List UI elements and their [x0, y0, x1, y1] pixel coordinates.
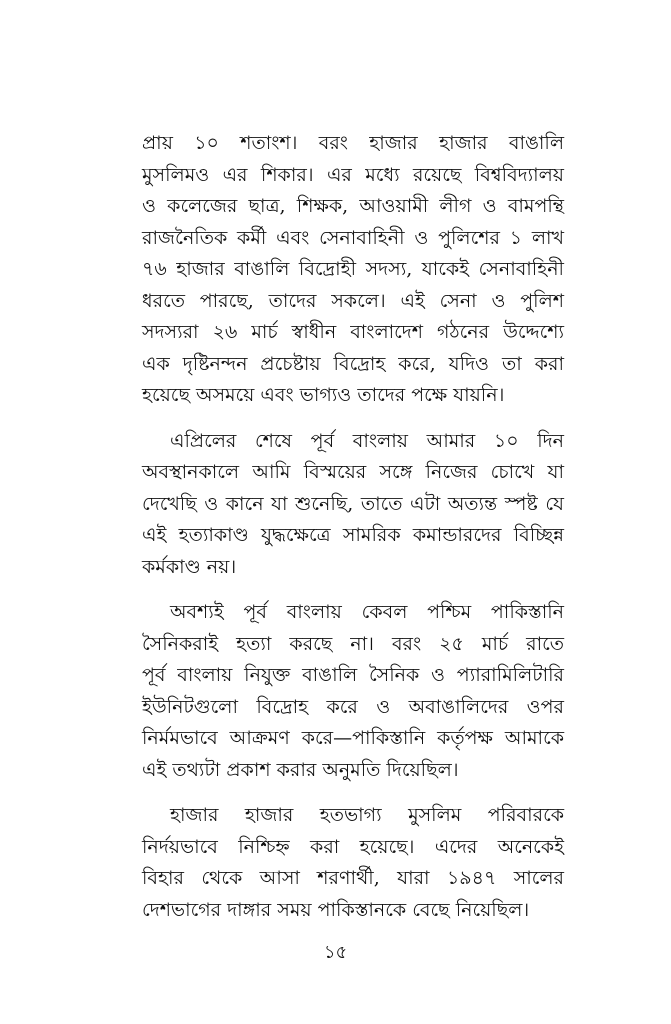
text-line: এই তথ্যটা প্রকাশ করার অনুমতি দিয়েছিল।	[142, 758, 459, 781]
text-line: রাজনৈতিক কর্মী এবং সেনাবাহিনী ও পুলিশের ১ লাখ	[142, 226, 564, 249]
text-line: মুসলিমও এর শিকার। এর মধ্যে রয়েছে বিশ্ববিদ্যালয়	[142, 163, 564, 186]
body-text	[142, 128, 564, 940]
paragraph	[142, 800, 564, 926]
text-line: হয়েছে অসময়ে এবং ভাগ্যও তাদের পক্ষে যায়নি।	[142, 384, 505, 406]
text-line: দেখেছি ও কানে যা শুনেছি, তাতে এটা অত্যন্ত স্পষ্ট যে	[142, 492, 564, 515]
text-line: সৈনিকরাই হত্যা করছে না। বরং ২৫ মার্চ রাতে	[142, 632, 564, 655]
paragraph	[142, 128, 564, 412]
text-line: ধরতে পারছে, তাদের সকলে। এই সেনা ও পুলিশ	[142, 289, 564, 312]
text-line: অবশ্যই পূর্ব বাংলায় কেবল পশ্চিম পাকিস্তানি	[170, 601, 564, 623]
text-line: নির্দয়ভাবে নিশ্চিহ্ন করা হয়েছে। এদের অনেকেই	[142, 835, 564, 858]
text-line: প্রায় ১০ শতাংশ। বরং হাজার হাজার বাঙালি	[142, 132, 564, 154]
text-line: ও কলেজের ছাত্র, শিক্ষক, আওয়ামী লীগ ও বামপন্থি	[142, 195, 564, 217]
text-line: হাজার হাজার হতভাগ্য মুসলিম পরিবারকে	[170, 804, 564, 826]
text-line: ইউনিটগুলো বিদ্রোহ করে ও অবাঙালিদের ওপর	[142, 695, 564, 718]
page-number: ১৫	[323, 942, 348, 963]
text-line: সদস্যরা ২৬ মার্চ স্বাধীন বাংলাদেশ গঠনের উদ্দেশ্যে	[142, 321, 564, 343]
text-line: এপ্রিলের শেষে পূর্ব বাংলায় আমার ১০ দিন	[170, 429, 564, 452]
text-line: দেশভাগের দাঙ্গার সময় পাকিস্তানকে বেছে নিয়েছিল।	[142, 898, 530, 921]
text-line: এক দৃষ্টিনন্দন প্রচেষ্টায় বিদ্রোহ করে, যদিও তা করা	[142, 352, 564, 375]
text-line: এই হত্যাকাণ্ড যুদ্ধক্ষেত্রে সামরিক কমান্ডারদের বিচ্ছিন্ন	[142, 524, 564, 546]
text-line: নির্মমভাবে আক্রমণ করে—পাকিস্তানি কর্তৃপক্ষ আমাকে	[142, 727, 564, 749]
text-line: পূর্ব বাংলায় নিযুক্ত বাঙালি সৈনিক ও প্যারামিলিটারি	[142, 664, 564, 686]
text-line: অবস্থানকালে আমি বিস্ময়ের সঙ্গে নিজের চোখে যা	[142, 461, 564, 483]
text-line: কর্মকাণ্ড নয়।	[142, 555, 237, 578]
text-line: বিহার থেকে আসা শরণার্থী, যারা ১৯৪৭ সালের	[142, 867, 564, 889]
paragraph	[142, 426, 564, 584]
text-line: ৭৬ হাজার বাঙালি বিদ্রোহী সদস্য, যাকেই সেনাবাহিনী	[142, 258, 564, 280]
paragraph	[142, 597, 564, 786]
